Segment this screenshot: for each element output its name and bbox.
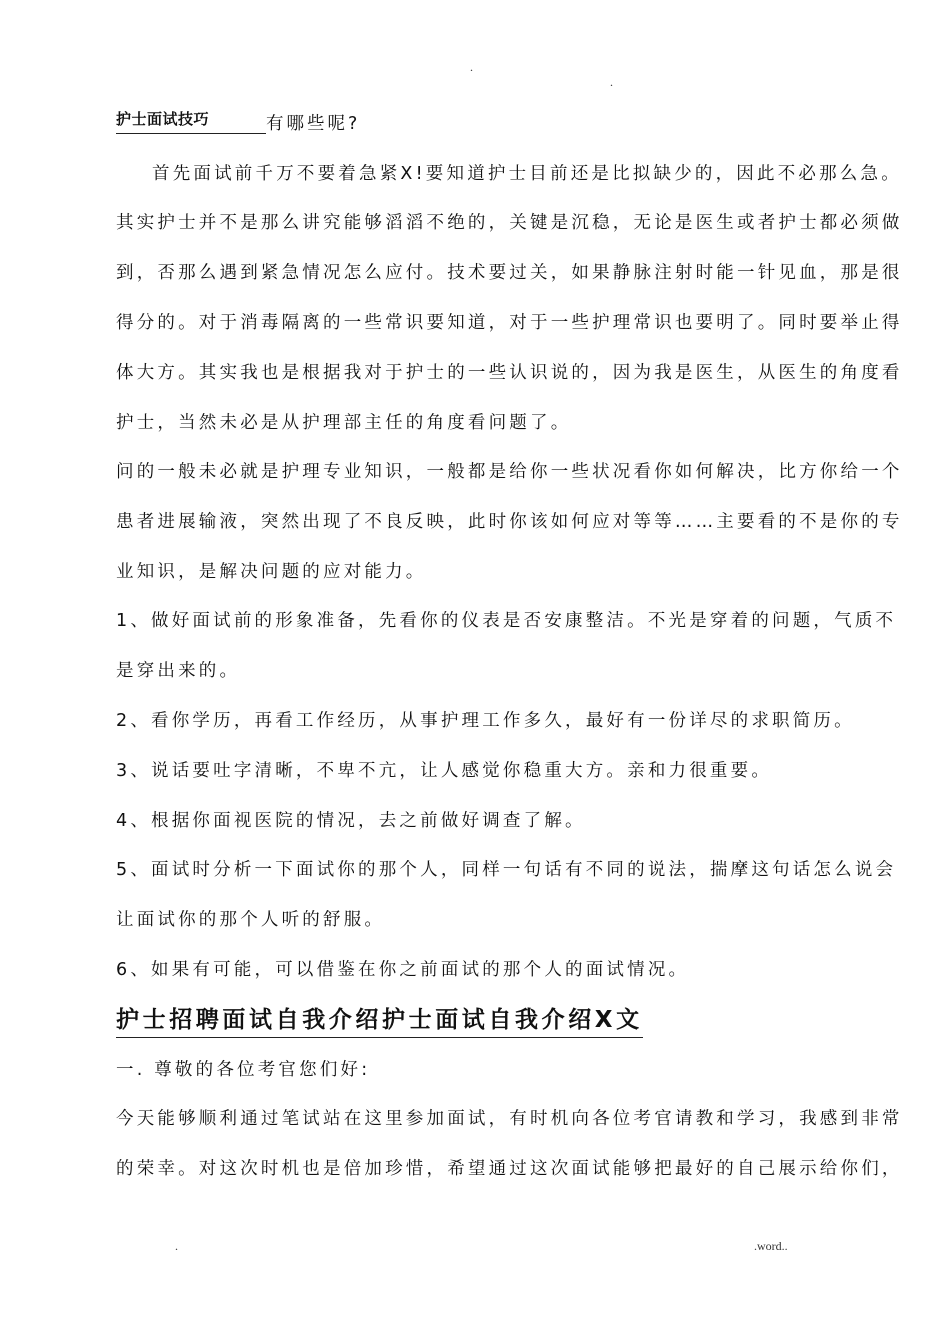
paragraph-line: 患者进展输液，突然出现了不良反映，此时你该如何应对等等……主要看的不是你的专	[116, 512, 903, 532]
title-rest-text: 有哪些呢?	[266, 114, 361, 134]
section-heading: 护士招聘面试自我介绍护士面试自我介绍X文	[116, 1001, 643, 1038]
header-dot: .	[610, 75, 613, 89]
paragraph-line: 的荣幸。对这次时机也是倍加珍惜，希望通过这次面试能够把最好的自己展示给你们，	[116, 1159, 903, 1179]
paragraph-line: 今天能够顺利通过笔试站在这里参加面试，有时机向各位考官请教和学习，我感到非常	[116, 1109, 903, 1129]
paragraph-line: 得分的。对于消毒隔离的一些常识要知道，对于一些护理常识也要明了。同时要举止得	[116, 313, 903, 333]
list-item-line: 1、做好面试前的形象准备，先看你的仪表是否安康整洁。不光是穿着的问题，气质不	[116, 611, 897, 631]
paragraph-line: 护士，当然未必是从护理部主任的角度看问题了。	[116, 413, 572, 433]
footer-dot: .	[175, 1239, 178, 1253]
paragraph-line: 体大方。其实我也是根据我对于护士的一些认识说的，因为我是医生，从医生的角度看	[116, 363, 903, 383]
document-title	[116, 108, 360, 138]
paragraph-line: 问的一般未必就是护理专业知识，一般都是给你一些状况看你如何解决，比方你给一个	[116, 462, 903, 482]
list-item-line: 是穿出来的。	[116, 661, 241, 681]
list-item-line: 5、面试时分析一下面试你的那个人，同样一句话有不同的说法，揣摩这句话怎么说会	[116, 860, 897, 880]
list-item-line: 让面试你的那个人听的舒服。	[116, 910, 386, 930]
list-item-line: 4、根据你面视医院的情况，去之前做好调查了解。	[116, 811, 586, 831]
paragraph-line: 一. 尊敬的各位考官您们好:	[116, 1060, 371, 1080]
title-bold-text: 护士面试技巧	[116, 108, 266, 134]
paragraph-line: 首先面试前千万不要着急紧X!要知道护士目前还是比拟缺少的，因此不必那么急。	[152, 164, 902, 184]
header-dot: .	[470, 60, 473, 74]
list-item-line: 3、说话要吐字清晰，不卑不亢，让人感觉你稳重大方。亲和力很重要。	[116, 761, 773, 781]
footer-label: .word..	[754, 1239, 788, 1253]
list-item-line: 2、看你学历，再看工作经历，从事护理工作多久，最好有一份详尽的求职简历。	[116, 711, 855, 731]
paragraph-line: 到，否那么遇到紧急情况怎么应付。技术要过关，如果静脉注射时能一针见血，那是很	[116, 263, 903, 283]
paragraph-line: 业知识，是解决问题的应对能力。	[116, 562, 427, 582]
list-item-line: 6、如果有可能，可以借鉴在你之前面试的那个人的面试情况。	[116, 960, 690, 980]
paragraph-line: 其实护士并不是那么讲究能够滔滔不绝的，关键是沉稳，无论是医生或者护士都必须做	[116, 213, 903, 233]
